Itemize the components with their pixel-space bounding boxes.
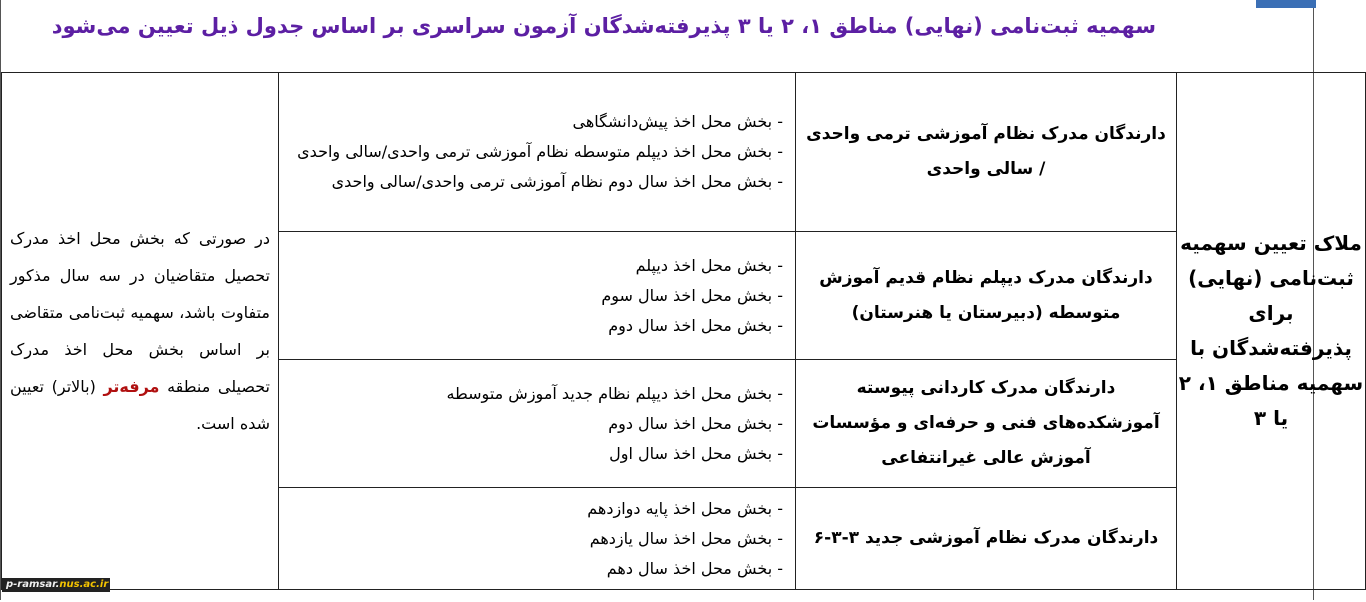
list-item: - بخش محل اخذ سال سوم — [601, 285, 783, 305]
degree-type-cell: دارندگان مدرک نظام آموزشی جدید ۳-۳-۶ — [796, 488, 1177, 590]
location-items-cell — [279, 488, 796, 590]
list-item: - بخش محل اخذ سال یازدهم — [589, 528, 783, 548]
note-cell — [2, 73, 279, 590]
watermark-prefix: p-ramsar. — [6, 579, 60, 590]
table-row — [2, 73, 1366, 232]
list-item: - بخش محل اخذ سال دهم — [606, 558, 783, 578]
note-text: در صورتی که بخش محل اخذ مدرک تحصیل متقاضیان در سه سال مذکور متفاوت باشد، سهمیه ثبت‌نامی متقاضی بر اساس بخش محل اخذ مدرک تحصیلی منطقه — [10, 229, 270, 396]
list-item: - بخش محل اخذ دیپلم — [635, 255, 783, 275]
quota-table — [1, 72, 1366, 590]
site-watermark — [2, 578, 110, 592]
criteria-cell: ملاک تعیین سهمیه ثبت‌نامی (نهایی) برای پذیرفته‌شدگان با سهمیه مناطق ۱، ۲ یا ۳ — [1177, 73, 1366, 590]
list-item: - بخش محل اخذ پایه دوازدهم — [587, 498, 783, 518]
list-item: - بخش محل اخذ سال دوم نظام آموزشی ترمی واحدی/سالی واحدی — [331, 172, 783, 191]
location-items-cell — [279, 73, 796, 232]
watermark-accent: nus.ac.ir — [59, 579, 109, 590]
list-item: - بخش محل اخذ دیپلم نظام جدید آموزش متوسطه — [446, 383, 783, 403]
location-items-cell — [279, 232, 796, 360]
degree-type-cell: دارندگان مدرک کاردانی پیوسته آموزشکده‌های فنی و حرفه‌ای و مؤسسات آموزش عالی غیرانتفاعی — [796, 360, 1177, 488]
degree-type-cell: دارندگان مدرک دیپلم نظام قدیم آموزش متوسطه (دبیرستان یا هنرستان) — [796, 232, 1177, 360]
list-item: - بخش محل اخذ سال اول — [609, 443, 783, 463]
degree-type-cell: دارندگان مدرک نظام آموزشی ترمی واحدی / سالی واحدی — [796, 73, 1177, 232]
page-title: سهمیه ثبت‌نامی (نهایی) مناطق ۱، ۲ یا ۳ پذیرفته‌شدگان آزمون سراسری بر اساس جدول ذیل تعیین می‌شود — [51, 14, 1156, 38]
list-item: - بخش محل اخذ سال دوم — [608, 413, 783, 433]
note-text-end: (بالاتر) تعیین شده است. — [10, 377, 270, 433]
list-item: - بخش محل اخذ پیش‌دانشگاهی — [572, 112, 783, 131]
location-items-cell — [279, 360, 796, 488]
list-item: - بخش محل اخذ دیپلم متوسطه نظام آموزشی ترمی واحدی/سالی واحدی — [297, 142, 783, 161]
list-item: - بخش محل اخذ سال دوم — [608, 315, 783, 335]
note-highlight: مرفه‌تر — [103, 377, 160, 396]
